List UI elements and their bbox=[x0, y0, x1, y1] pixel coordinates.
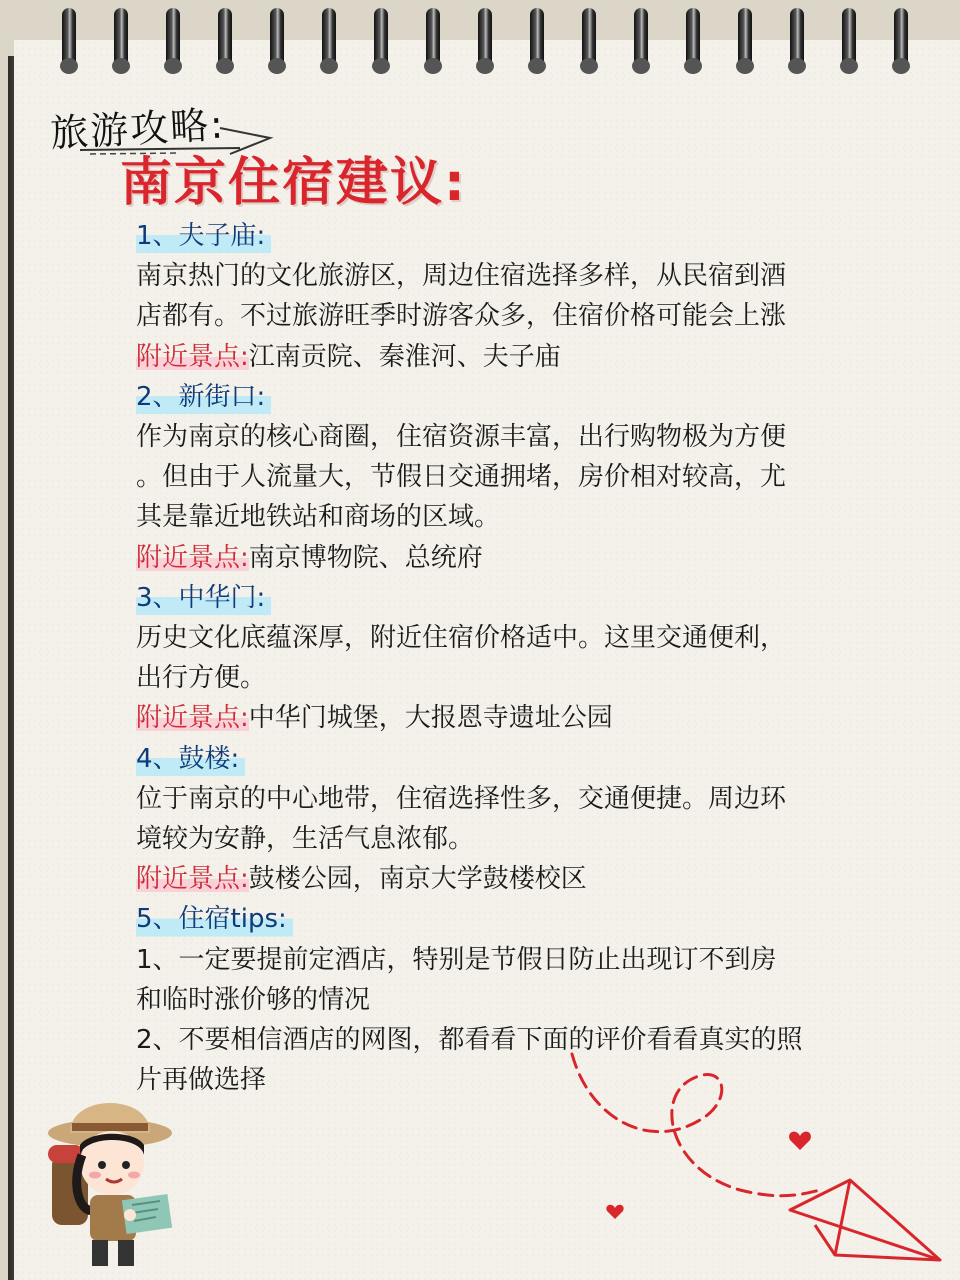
nearby-value: 鼓楼公园，南京大学鼓楼校区 bbox=[248, 864, 587, 895]
nearby-attractions bbox=[136, 538, 836, 578]
section-text-line: 出行方便。 bbox=[136, 663, 267, 694]
section-text-line: 。但由于人流量大，节假日交通拥堵，房价相对较高，尤 bbox=[136, 462, 787, 493]
tip-line: 片再做选择 bbox=[136, 1065, 267, 1096]
nearby-value: 中华门城堡，大报恩寺遗址公园 bbox=[248, 703, 613, 734]
nearby-label: 附近景点: bbox=[136, 542, 249, 573]
heart-icon bbox=[789, 1132, 811, 1150]
notebook-rings bbox=[0, 0, 960, 80]
section-heading-text: 1、夫子庙: bbox=[136, 216, 271, 256]
explorer-girl-illustration bbox=[40, 1085, 180, 1275]
notebook-ring-icon bbox=[530, 8, 544, 72]
nearby-attractions bbox=[136, 698, 836, 738]
notebook-ring-icon bbox=[790, 8, 804, 72]
section-heading-text: 2、新街口: bbox=[136, 377, 271, 417]
section-heading bbox=[136, 216, 836, 256]
notebook-ring-icon bbox=[374, 8, 388, 72]
nearby-attractions bbox=[136, 859, 836, 899]
notebook-ring-icon bbox=[218, 8, 232, 72]
section-text-line: 历史文化底蕴深厚，附近住宿价格适中。这里交通便利， bbox=[136, 623, 787, 654]
nearby-label: 附近景点: bbox=[136, 703, 249, 734]
tips-heading bbox=[136, 899, 836, 939]
notebook-ring-icon bbox=[634, 8, 648, 72]
paper-plane-icon bbox=[560, 1040, 950, 1270]
notebook-ring-icon bbox=[426, 8, 440, 72]
notebook-ring-icon bbox=[738, 8, 752, 72]
section-text-line: 南京热门的文化旅游区，周边住宿选择多样，从民宿到酒 bbox=[136, 261, 787, 292]
page-title: 南京住宿建议: bbox=[120, 153, 467, 213]
section-text-line: 其是靠近地铁站和商场的区域。 bbox=[136, 502, 501, 533]
tip-line: 和临时涨价够的情况 bbox=[136, 984, 371, 1015]
section-heading-text: 3、中华门: bbox=[136, 578, 271, 618]
notebook-ring-icon bbox=[62, 8, 76, 72]
notebook-ring-icon bbox=[166, 8, 180, 72]
notebook-ring-icon bbox=[478, 8, 492, 72]
notebook-ring-icon bbox=[270, 8, 284, 72]
tip-line: 2、不要相信酒店的网图，都看看下面的评价看看真实的照 bbox=[136, 1025, 803, 1056]
notebook-ring-icon bbox=[322, 8, 336, 72]
section-text-line: 店都有。不过旅游旺季时游客众多，住宿价格可能会上涨 bbox=[136, 301, 787, 332]
nearby-value: 南京博物院、总统府 bbox=[248, 542, 483, 573]
section-heading-text: 4、鼓楼: bbox=[136, 739, 245, 779]
nearby-value: 江南贡院、秦淮河、夫子庙 bbox=[248, 341, 561, 372]
notebook-ring-icon bbox=[686, 8, 700, 72]
section-heading bbox=[136, 578, 836, 618]
section-heading bbox=[136, 377, 836, 417]
nearby-label: 附近景点: bbox=[136, 864, 249, 895]
notebook-ring-icon bbox=[842, 8, 856, 72]
section-text-line: 作为南京的核心商圈，住宿资源丰富，出行购物极为方便 bbox=[136, 422, 787, 453]
content-body bbox=[136, 216, 836, 1100]
tips-heading-text: 5、住宿tips: bbox=[136, 899, 293, 939]
notebook-ring-icon bbox=[114, 8, 128, 72]
notebook-ring-icon bbox=[894, 8, 908, 72]
nearby-attractions bbox=[136, 337, 836, 377]
section-text-line: 境较为安静，生活气息浓郁。 bbox=[136, 824, 475, 855]
nearby-label: 附近景点: bbox=[136, 341, 249, 372]
notebook-ring-icon bbox=[582, 8, 596, 72]
page-subtitle: 旅游攻略: bbox=[49, 102, 227, 156]
section-text-line: 位于南京的中心地带，住宿选择性多，交通便捷。周边环 bbox=[136, 783, 787, 814]
section-heading bbox=[136, 739, 836, 779]
tip-line: 1、一定要提前定酒店，特别是节假日防止出现订不到房 bbox=[136, 944, 777, 975]
heart-icon bbox=[606, 1205, 623, 1219]
